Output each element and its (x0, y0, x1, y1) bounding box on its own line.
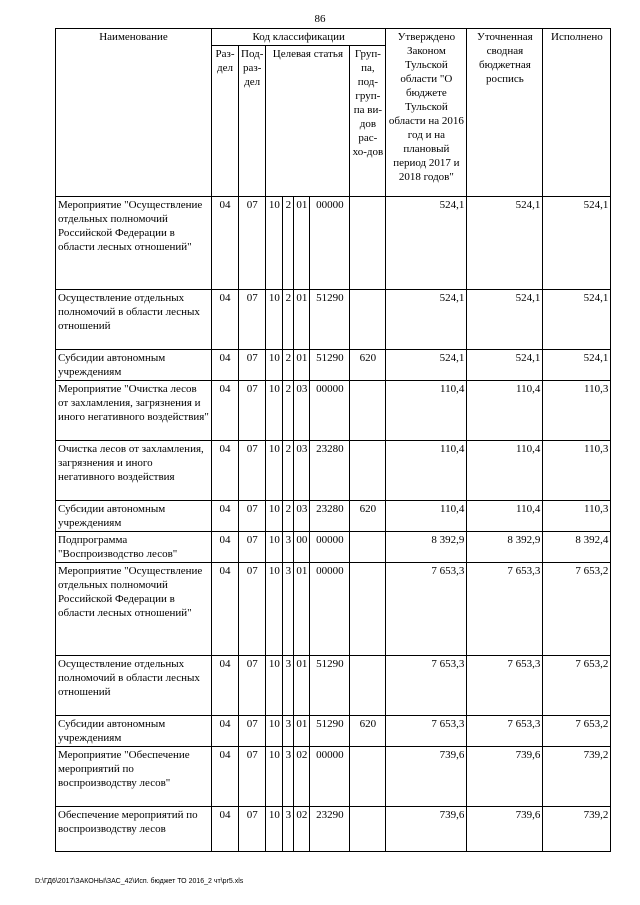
target-code-subprogram: 3 (283, 532, 294, 563)
approved-amount: 739,6 (386, 747, 467, 807)
target-code-direction: 51290 (310, 716, 350, 747)
refined-amount: 7 653,3 (467, 656, 543, 716)
target-code-program: 10 (266, 563, 283, 656)
target-code-program: 10 (266, 381, 283, 441)
target-code-program: 10 (266, 290, 283, 350)
table-row (56, 197, 611, 290)
target-code-subprogram: 2 (283, 290, 294, 350)
expense-group-code (350, 656, 386, 716)
target-code-program: 10 (266, 747, 283, 807)
row-name: Осуществление отдельных полномочий в области лесных отношений (56, 290, 212, 350)
approved-amount: 7 653,3 (386, 563, 467, 656)
target-code-event: 01 (294, 350, 310, 381)
subsection-code: 07 (239, 197, 266, 290)
row-name: Мероприятие "Осуществление отдельных полномочий Российской Федерации в области лесных отношений" (56, 563, 212, 656)
target-code-program: 10 (266, 807, 283, 852)
expense-group-code: 620 (350, 716, 386, 747)
section-code: 04 (212, 381, 239, 441)
refined-amount: 524,1 (467, 350, 543, 381)
executed-amount: 524,1 (543, 350, 611, 381)
approved-amount: 524,1 (386, 350, 467, 381)
target-code-subprogram: 3 (283, 747, 294, 807)
file-path-footer: D:\ГД6\2017\ЗАКОНЫ\ЗАС_42\Исп. бюджет ТО 2016_2 чт\pr5.xls (35, 878, 244, 885)
target-code-event: 01 (294, 290, 310, 350)
executed-amount: 7 653,2 (543, 716, 611, 747)
target-code-event: 02 (294, 807, 310, 852)
table-row (56, 441, 611, 501)
target-code-program: 10 (266, 656, 283, 716)
refined-amount: 7 653,3 (467, 716, 543, 747)
row-name: Обеспечение мероприятий по воспроизводству лесов (56, 807, 212, 852)
row-name: Мероприятие "Обеспечение мероприятий по воспроизводству лесов" (56, 747, 212, 807)
target-code-program: 10 (266, 716, 283, 747)
table-row (56, 656, 611, 716)
row-name: Подпрограмма "Воспроизводство лесов" (56, 532, 212, 563)
table-row (56, 501, 611, 532)
refined-amount: 739,6 (467, 807, 543, 852)
section-code: 04 (212, 747, 239, 807)
executed-amount: 8 392,4 (543, 532, 611, 563)
target-code-direction: 51290 (310, 350, 350, 381)
expense-group-code (350, 807, 386, 852)
target-code-event: 01 (294, 197, 310, 290)
target-code-direction: 51290 (310, 290, 350, 350)
header-refined: Уточненная сводная бюджетная роспись (467, 29, 543, 197)
approved-amount: 8 392,9 (386, 532, 467, 563)
refined-amount: 739,6 (467, 747, 543, 807)
expense-group-code (350, 381, 386, 441)
approved-amount: 110,4 (386, 381, 467, 441)
executed-amount: 524,1 (543, 197, 611, 290)
subsection-code: 07 (239, 441, 266, 501)
approved-amount: 739,6 (386, 807, 467, 852)
executed-amount: 524,1 (543, 290, 611, 350)
target-code-direction: 00000 (310, 563, 350, 656)
row-name: Мероприятие "Очистка лесов от захламления, загрязнения и иного негативного воздействия" (56, 381, 212, 441)
target-code-subprogram: 2 (283, 350, 294, 381)
target-code-event: 00 (294, 532, 310, 563)
header-section: Раз-дел (212, 46, 239, 197)
table-row (56, 381, 611, 441)
target-code-subprogram: 3 (283, 563, 294, 656)
target-code-subprogram: 3 (283, 716, 294, 747)
target-code-direction: 00000 (310, 747, 350, 807)
row-name: Осуществление отдельных полномочий в области лесных отношений (56, 656, 212, 716)
page-number: 86 (314, 13, 326, 25)
subsection-code: 07 (239, 501, 266, 532)
section-code: 04 (212, 563, 239, 656)
target-code-event: 02 (294, 747, 310, 807)
subsection-code: 07 (239, 716, 266, 747)
header-name: Наименование (56, 29, 212, 197)
target-code-direction: 23290 (310, 807, 350, 852)
target-code-event: 01 (294, 563, 310, 656)
target-code-program: 10 (266, 532, 283, 563)
row-name: Субсидии автономным учреждениям (56, 501, 212, 532)
section-code: 04 (212, 501, 239, 532)
expense-group-code (350, 441, 386, 501)
table-row (56, 563, 611, 656)
budget-table (55, 28, 611, 852)
subsection-code: 07 (239, 532, 266, 563)
expense-group-code: 620 (350, 350, 386, 381)
target-code-direction: 23280 (310, 501, 350, 532)
approved-amount: 110,4 (386, 441, 467, 501)
table-row (56, 290, 611, 350)
row-name: Субсидии автономным учреждениям (56, 350, 212, 381)
header-classification-code: Код классификации (212, 29, 386, 46)
target-code-event: 03 (294, 381, 310, 441)
subsection-code: 07 (239, 290, 266, 350)
target-code-direction: 00000 (310, 532, 350, 563)
refined-amount: 110,4 (467, 501, 543, 532)
table-row (56, 350, 611, 381)
subsection-code: 07 (239, 656, 266, 716)
approved-amount: 524,1 (386, 290, 467, 350)
refined-amount: 110,4 (467, 441, 543, 501)
expense-group-code: 620 (350, 501, 386, 532)
target-code-direction: 51290 (310, 656, 350, 716)
target-code-event: 03 (294, 441, 310, 501)
target-code-program: 10 (266, 501, 283, 532)
expense-group-code (350, 563, 386, 656)
section-code: 04 (212, 350, 239, 381)
table-row (56, 807, 611, 852)
refined-amount: 7 653,3 (467, 563, 543, 656)
table-row (56, 716, 611, 747)
target-code-subprogram: 2 (283, 381, 294, 441)
executed-amount: 110,3 (543, 381, 611, 441)
header-executed: Исполнено (543, 29, 611, 197)
target-code-subprogram: 2 (283, 197, 294, 290)
approved-amount: 7 653,3 (386, 656, 467, 716)
expense-group-code (350, 532, 386, 563)
subsection-code: 07 (239, 381, 266, 441)
target-code-direction: 00000 (310, 381, 350, 441)
subsection-code: 07 (239, 747, 266, 807)
executed-amount: 110,3 (543, 441, 611, 501)
target-code-event: 03 (294, 501, 310, 532)
expense-group-code (350, 197, 386, 290)
approved-amount: 110,4 (386, 501, 467, 532)
target-code-program: 10 (266, 350, 283, 381)
subsection-code: 07 (239, 563, 266, 656)
target-code-program: 10 (266, 197, 283, 290)
target-code-subprogram: 2 (283, 441, 294, 501)
refined-amount: 110,4 (467, 381, 543, 441)
refined-amount: 524,1 (467, 197, 543, 290)
expense-group-code (350, 290, 386, 350)
row-name: Мероприятие "Осуществление отдельных полномочий Российской Федерации в области лесных отношений" (56, 197, 212, 290)
executed-amount: 7 653,2 (543, 656, 611, 716)
target-code-subprogram: 3 (283, 807, 294, 852)
row-name: Субсидии автономным учреждениям (56, 716, 212, 747)
row-name: Очистка лесов от захламления, загрязнения и иного негативного воздействия (56, 441, 212, 501)
executed-amount: 739,2 (543, 747, 611, 807)
expense-group-code (350, 747, 386, 807)
refined-amount: 524,1 (467, 290, 543, 350)
target-code-subprogram: 3 (283, 656, 294, 716)
refined-amount: 8 392,9 (467, 532, 543, 563)
section-code: 04 (212, 807, 239, 852)
section-code: 04 (212, 197, 239, 290)
target-code-direction: 23280 (310, 441, 350, 501)
header-target-article: Целевая статья (266, 46, 350, 197)
table-body (56, 197, 611, 852)
target-code-direction: 00000 (310, 197, 350, 290)
target-code-program: 10 (266, 441, 283, 501)
executed-amount: 7 653,2 (543, 563, 611, 656)
approved-amount: 7 653,3 (386, 716, 467, 747)
header-approved: Утверждено Законом Тульской области "О бюджете Тульской области на 2016 год и на плановый период 2017 и 2018 годов" (386, 29, 467, 197)
executed-amount: 110,3 (543, 501, 611, 532)
subsection-code: 07 (239, 807, 266, 852)
table-row (56, 747, 611, 807)
approved-amount: 524,1 (386, 197, 467, 290)
section-code: 04 (212, 532, 239, 563)
table-row (56, 532, 611, 563)
target-code-event: 01 (294, 716, 310, 747)
target-code-event: 01 (294, 656, 310, 716)
section-code: 04 (212, 441, 239, 501)
executed-amount: 739,2 (543, 807, 611, 852)
header-subsection: Под-раз-дел (239, 46, 266, 197)
section-code: 04 (212, 716, 239, 747)
section-code: 04 (212, 290, 239, 350)
target-code-subprogram: 2 (283, 501, 294, 532)
header-expense-group: Груп-па, под-груп-па ви-дов рас-хо-дов (350, 46, 386, 197)
section-code: 04 (212, 656, 239, 716)
subsection-code: 07 (239, 350, 266, 381)
